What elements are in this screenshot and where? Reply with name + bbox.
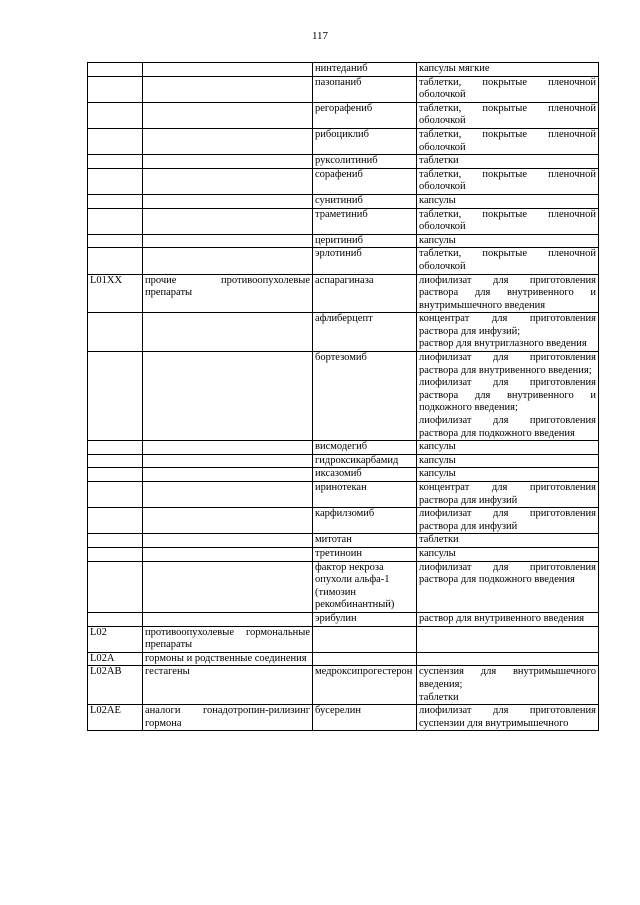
table-row: [88, 534, 599, 548]
atc-code-cell: [88, 454, 143, 468]
group-cell: гестагены: [143, 666, 313, 705]
drug-name-cell: бортезомиб: [313, 352, 417, 441]
dosage-form-text: таблетки: [419, 691, 459, 703]
atc-code-cell: [88, 547, 143, 561]
drug-name-cell: руксолитиниб: [313, 155, 417, 169]
drug-name-cell: бусерелин: [313, 705, 417, 731]
atc-code-cell: [88, 194, 143, 208]
table-row: [88, 274, 599, 313]
drug-name-cell: сорафениб: [313, 168, 417, 194]
dosage-form-cell: [417, 652, 599, 666]
drug-name-cell: митотан: [313, 534, 417, 548]
drug-name-cell: [313, 626, 417, 652]
table-row: [88, 352, 599, 441]
table-row: [88, 102, 599, 128]
group-cell: [143, 482, 313, 508]
drug-name-cell: траметиниб: [313, 208, 417, 234]
table-row: [88, 234, 599, 248]
dosage-form-text: капсулы мягкие: [419, 63, 490, 74]
drug-name-cell: фактор некроза опухоли альфа-1 (тимозин рекомбинантный): [313, 561, 417, 612]
atc-code-cell: [88, 234, 143, 248]
dosage-form-cell: [417, 208, 599, 234]
atc-code-cell: [88, 441, 143, 455]
group-cell: [143, 313, 313, 352]
table-row: [88, 468, 599, 482]
drug-name-cell: третиноин: [313, 547, 417, 561]
group-cell: противоопухолевые гормональные препараты: [143, 626, 313, 652]
atc-code-cell: [88, 561, 143, 612]
dosage-form-cell: [417, 63, 599, 77]
group-cell: [143, 102, 313, 128]
group-cell: [143, 547, 313, 561]
group-cell: [143, 352, 313, 441]
group-cell: [143, 76, 313, 102]
group-cell: [143, 534, 313, 548]
drug-name-cell: рибоциклиб: [313, 128, 417, 154]
table-row: [88, 248, 599, 274]
dosage-form-text: таблетки, покрытые пленочной оболочкой: [419, 128, 596, 153]
drug-name-cell: регорафениб: [313, 102, 417, 128]
group-cell: [143, 155, 313, 169]
table-row: [88, 561, 599, 612]
dosage-form-cell: [417, 274, 599, 313]
table-row: [88, 612, 599, 626]
table-row: [88, 194, 599, 208]
table-row: [88, 128, 599, 154]
table-row: [88, 508, 599, 534]
dosage-form-cell: [417, 612, 599, 626]
group-cell: [143, 128, 313, 154]
group-cell: [143, 208, 313, 234]
dosage-form-cell: [417, 454, 599, 468]
atc-code-cell: [88, 168, 143, 194]
dosage-form-cell: [417, 482, 599, 508]
dosage-form-cell: [417, 705, 599, 731]
table-row: [88, 63, 599, 77]
dosage-form-cell: [417, 352, 599, 441]
atc-code-cell: L02AB: [88, 666, 143, 705]
drug-name-cell: висмодегиб: [313, 441, 417, 455]
dosage-form-text: суспензия для внутримышечного введения;: [419, 666, 596, 690]
table-row: [88, 666, 599, 705]
dosage-form-cell: [417, 468, 599, 482]
group-cell: прочие противоопухолевые препараты: [143, 274, 313, 313]
drug-name-cell: аспарагиназа: [313, 274, 417, 313]
table-row: [88, 155, 599, 169]
atc-code-cell: [88, 313, 143, 352]
atc-code-cell: [88, 155, 143, 169]
dosage-form-cell: [417, 313, 599, 352]
table-row: [88, 76, 599, 102]
dosage-form-cell: [417, 561, 599, 612]
dosage-form-text: концентрат для приготовления раствора для инфузий;: [419, 313, 596, 337]
dosage-form-text: таблетки, покрытые пленочной оболочкой: [419, 76, 596, 101]
dosage-form-text: таблетки, покрытые пленочной оболочкой: [419, 208, 596, 233]
drug-name-cell: эрибулин: [313, 612, 417, 626]
drug-table: [87, 62, 599, 731]
dosage-form-text: концентрат для приготовления раствора для инфузий: [419, 482, 596, 506]
dosage-form-text: лиофилизат для приготовления раствора для подкожного введения: [419, 415, 596, 439]
dosage-form-text: таблетки, покрытые пленочной оболочкой: [419, 248, 596, 272]
dosage-form-cell: [417, 441, 599, 455]
table-row: [88, 626, 599, 652]
dosage-form-cell: [417, 534, 599, 548]
drug-name-cell: эрлотиниб: [313, 248, 417, 274]
drug-name-cell: афлиберцепт: [313, 313, 417, 352]
group-cell: [143, 168, 313, 194]
drug-name-cell: иринотекан: [313, 482, 417, 508]
dosage-form-text: раствор для внутривенного введения: [419, 612, 585, 624]
atc-code-cell: L02A: [88, 652, 143, 666]
dosage-form-text: капсулы: [419, 454, 456, 466]
dosage-form-text: таблетки, покрытые пленочной оболочкой: [419, 102, 596, 127]
group-cell: [143, 248, 313, 274]
table-row: [88, 482, 599, 508]
group-cell: [143, 612, 313, 626]
group-cell: гормоны и родственные соединения: [143, 652, 313, 666]
drug-name-cell: медроксипрогестерон: [313, 666, 417, 705]
atc-code-cell: [88, 248, 143, 274]
group-cell: [143, 441, 313, 455]
dosage-form-cell: [417, 76, 599, 102]
group-cell: [143, 508, 313, 534]
atc-code-cell: [88, 468, 143, 482]
atc-code-cell: [88, 63, 143, 77]
drug-name-cell: иксазомиб: [313, 468, 417, 482]
dosage-form-cell: [417, 234, 599, 248]
atc-code-cell: [88, 482, 143, 508]
dosage-form-cell: [417, 155, 599, 169]
dosage-form-text: лиофилизат для приготовления раствора для внутривенного и подкожного введения;: [419, 377, 596, 414]
dosage-form-text: капсулы: [419, 234, 456, 246]
dosage-form-text: капсулы: [419, 194, 456, 206]
group-cell: [143, 468, 313, 482]
dosage-form-cell: [417, 128, 599, 154]
atc-code-cell: [88, 508, 143, 534]
atc-code-cell: L02AE: [88, 705, 143, 731]
atc-code-cell: [88, 128, 143, 154]
atc-code-cell: L01XX: [88, 274, 143, 313]
dosage-form-text: раствор для внутриглазного введения: [419, 338, 587, 350]
group-cell: аналоги гонадотропин-рилизинг гормона: [143, 705, 313, 731]
atc-code-cell: [88, 352, 143, 441]
drug-name-cell: церитиниб: [313, 234, 417, 248]
dosage-form-cell: [417, 547, 599, 561]
drug-name-cell: [313, 652, 417, 666]
group-cell: [143, 63, 313, 77]
group-cell: [143, 561, 313, 612]
drug-name-cell: нинтеданиб: [313, 63, 417, 77]
dosage-form-text: лиофилизат для приготовления раствора для инфузий: [419, 508, 596, 532]
dosage-form-cell: [417, 102, 599, 128]
dosage-form-cell: [417, 508, 599, 534]
table-row: [88, 547, 599, 561]
dosage-form-text: таблетки: [419, 155, 459, 167]
group-cell: [143, 194, 313, 208]
atc-code-cell: [88, 102, 143, 128]
table-row: [88, 168, 599, 194]
table-row: [88, 313, 599, 352]
dosage-form-text: лиофилизат для приготовления раствора для внутривенного и внутримышечного введения: [419, 274, 596, 311]
atc-code-cell: [88, 534, 143, 548]
dosage-form-text: капсулы: [419, 441, 456, 453]
dosage-form-text: таблетки, покрытые пленочной оболочкой: [419, 168, 596, 193]
dosage-form-text: капсулы: [419, 547, 456, 559]
dosage-form-cell: [417, 626, 599, 652]
atc-code-cell: [88, 76, 143, 102]
dosage-form-cell: [417, 248, 599, 274]
table-row: [88, 705, 599, 731]
dosage-form-text: лиофилизат для приготовления раствора для подкожного введения: [419, 561, 596, 586]
table-row: [88, 652, 599, 666]
group-cell: [143, 234, 313, 248]
group-cell: [143, 454, 313, 468]
page-number: 117: [311, 30, 329, 42]
atc-code-cell: L02: [88, 626, 143, 652]
dosage-form-cell: [417, 194, 599, 208]
dosage-form-text: лиофилизат для приготовления раствора для внутривенного введения;: [419, 352, 596, 376]
drug-name-cell: карфилзомиб: [313, 508, 417, 534]
table-row: [88, 441, 599, 455]
drug-name-cell: сунитиниб: [313, 194, 417, 208]
table-row: [88, 454, 599, 468]
dosage-form-text: капсулы: [419, 468, 456, 480]
dosage-form-cell: [417, 666, 599, 705]
dosage-form-text: таблетки: [419, 534, 459, 546]
drug-name-cell: пазопаниб: [313, 76, 417, 102]
atc-code-cell: [88, 208, 143, 234]
atc-code-cell: [88, 612, 143, 626]
table-row: [88, 208, 599, 234]
dosage-form-text: лиофилизат для приготовления суспензии для внутримышечного: [419, 705, 596, 729]
dosage-form-cell: [417, 168, 599, 194]
drug-name-cell: гидроксикарбамид: [313, 454, 417, 468]
